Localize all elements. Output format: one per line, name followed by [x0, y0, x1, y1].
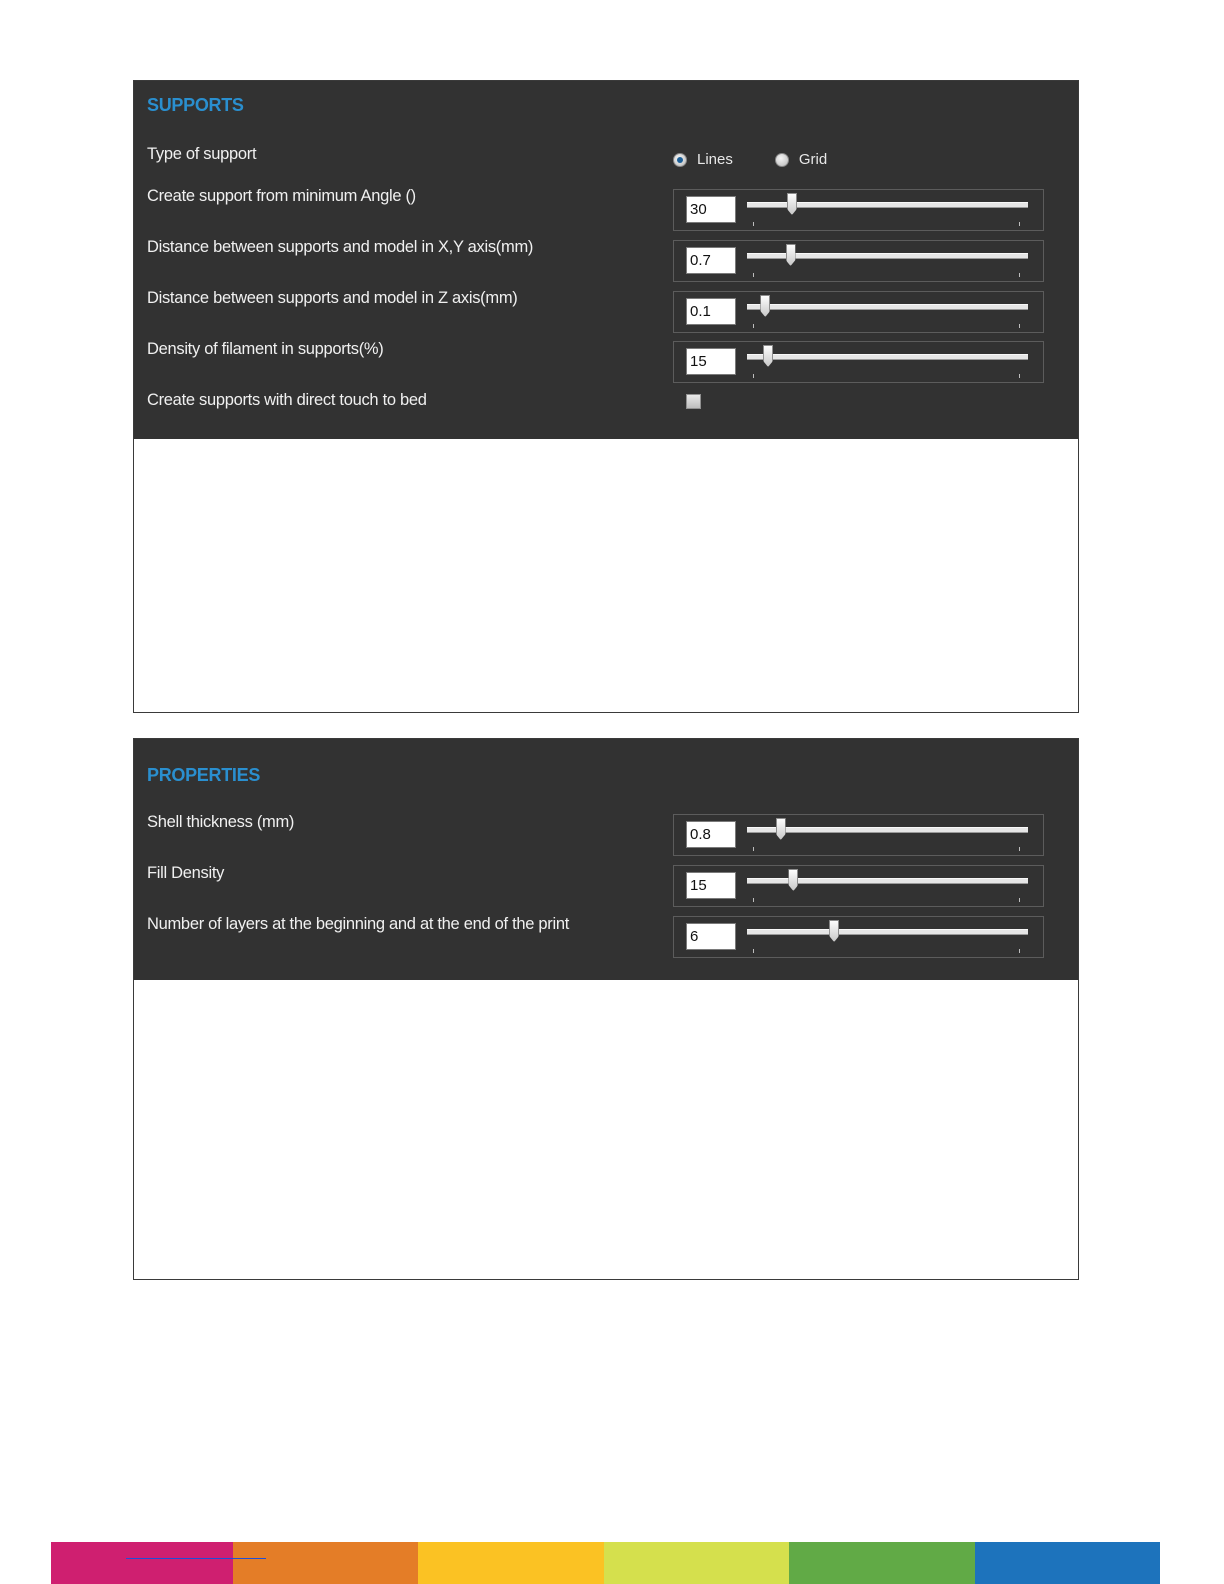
slider-tick [753, 374, 754, 378]
fill-density-label: Fill Density [147, 864, 225, 882]
xy-distance-input[interactable]: 0.7 [686, 247, 736, 274]
z-distance-slider-thumb[interactable] [760, 295, 770, 317]
min-angle-control [673, 189, 1044, 231]
layer-count-control [673, 916, 1044, 958]
footer-color-segment [975, 1542, 1160, 1584]
supports-panel [133, 80, 1079, 713]
properties-settings-area [134, 739, 1078, 980]
support-density-slider-thumb[interactable] [763, 345, 773, 367]
footer-color-segment [418, 1542, 604, 1584]
support-density-control [673, 341, 1044, 383]
min-angle-slider-thumb[interactable] [787, 193, 797, 215]
radio-grid[interactable] [775, 151, 827, 168]
xy-distance-control [673, 240, 1044, 282]
slider-tick [1019, 847, 1020, 851]
layer-count-label: Number of layers at the beginning and at the end of the print [147, 915, 569, 933]
support-density-label: Density of filament in supports(%) [147, 340, 384, 358]
xy-distance-slider-thumb[interactable] [786, 244, 796, 266]
radio-lines-label: Lines [697, 151, 733, 168]
slider-tick [753, 898, 754, 902]
z-distance-label: Distance between supports and model in Z axis(mm) [147, 289, 518, 307]
z-distance-input[interactable]: 0.1 [686, 298, 736, 325]
xy-distance-label: Distance between supports and model in X,Y axis(mm) [147, 238, 534, 256]
shell-thickness-slider-track[interactable] [747, 827, 1028, 833]
z-distance-control [673, 291, 1044, 333]
radio-grid-label: Grid [798, 151, 828, 168]
footer-link-underline[interactable] [126, 1558, 266, 1559]
support-density-slider-track[interactable] [747, 354, 1028, 360]
slider-tick [1019, 222, 1020, 226]
slider-tick [753, 847, 754, 851]
properties-title: PROPERTIES [147, 765, 261, 785]
touch-bed-checkbox[interactable] [686, 394, 701, 409]
footer-color-segment [51, 1542, 233, 1584]
support-type-label: Type of support [147, 145, 257, 163]
shell-thickness-slider-thumb[interactable] [776, 818, 786, 840]
radio-lines[interactable] [673, 151, 733, 168]
slider-tick [1019, 374, 1020, 378]
layer-count-slider-track[interactable] [747, 929, 1028, 935]
fill-density-control [673, 865, 1044, 907]
footer-color-segment [233, 1542, 418, 1584]
slider-tick [1019, 273, 1020, 277]
properties-panel [133, 738, 1079, 1280]
slider-tick [1019, 949, 1020, 953]
slider-tick [1019, 898, 1020, 902]
shell-thickness-input[interactable]: 0.8 [686, 821, 736, 848]
slider-tick [753, 949, 754, 953]
slider-tick [753, 222, 754, 226]
supports-title: SUPPORTS [147, 95, 244, 115]
support-density-input[interactable]: 15 [686, 348, 736, 375]
supports-settings-area [134, 81, 1078, 439]
footer-color-segment [604, 1542, 789, 1584]
shell-thickness-control [673, 814, 1044, 856]
layer-count-slider-thumb[interactable] [829, 920, 839, 942]
fill-density-slider-thumb[interactable] [788, 869, 798, 891]
shell-thickness-label: Shell thickness (mm) [147, 813, 295, 831]
slider-tick [1019, 324, 1020, 328]
slider-tick [753, 324, 754, 328]
fill-density-input[interactable]: 15 [686, 872, 736, 899]
layer-count-input[interactable]: 6 [686, 923, 736, 950]
slider-tick [753, 273, 754, 277]
min-angle-label: Create support from minimum Angle () [147, 187, 416, 205]
footer-color-bar [51, 1542, 1160, 1584]
support-type-radio-group [673, 151, 869, 168]
z-distance-slider-track[interactable] [747, 304, 1028, 310]
min-angle-input[interactable]: 30 [686, 196, 736, 223]
touch-bed-label: Create supports with direct touch to bed [147, 391, 427, 409]
radio-lines-button[interactable] [673, 153, 687, 167]
footer-color-segment [789, 1542, 975, 1584]
radio-grid-button[interactable] [775, 153, 789, 167]
